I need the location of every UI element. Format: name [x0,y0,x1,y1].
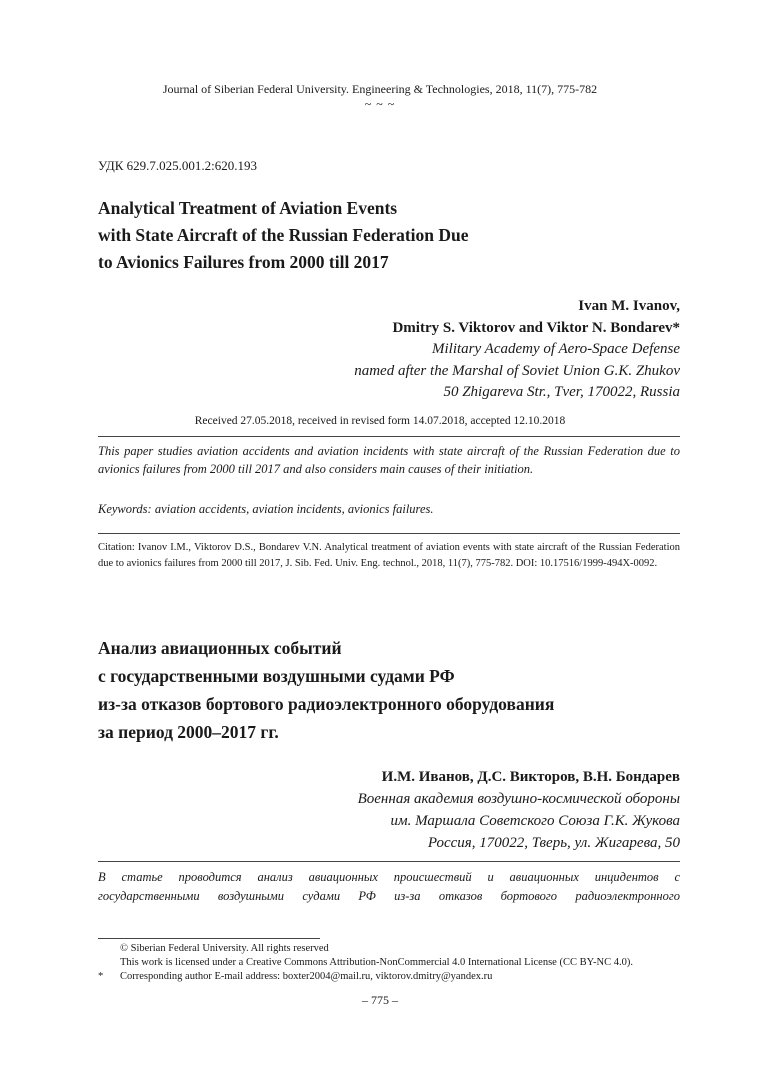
abstract-english: This paper studies aviation accidents and aviation incidents with state aircraft of the Russian Federation due to avionics failures from 2000 till 2017 and also considers main causes of their initiation. [98,444,680,476]
page-number: – 775 – [362,993,398,1007]
copyright-note: © Siberian Federal University. All rights reserved [120,943,329,954]
license-note: This work is licensed under a Creative Commons Attribution-NonCommercial 4.0 International License (CC BY-NC 4.0). [120,957,633,968]
title-en-line: to Avionics Failures from 2000 till 2017 [98,252,389,272]
affiliation-line: 50 Zhigareva Str., Tver, 170022, Russia [443,384,680,400]
divider-line [98,533,680,534]
divider-line [98,861,680,862]
title-ru-line: Анализ авиационных событий [98,638,342,658]
author-line: Dmitry S. Viktorov and Viktor N. Bondarev* [392,319,680,336]
journal-header: Journal of Siberian Federal University. Engineering & Technologies, 2018, 11(7), 775-782 [162,82,598,96]
title-russian [98,634,698,746]
authors-english [354,296,680,404]
udk-code: УДК 629.7.025.001.2:620.193 [98,158,258,173]
title-ru-line: из-за отказов бортового радиоэлектронного оборудования [98,694,555,714]
title-ru-line: с государственными воздушными судами РФ [98,666,455,686]
affiliation-line: Россия, 170022, Тверь, ул. Жигарева, 50 [427,835,680,851]
author-line: И.М. Иванов, Д.С. Викторов, В.Н. Бондарев [381,769,680,785]
title-ru-line: за период 2000–2017 гг. [98,722,279,742]
citation: Citation: Ivanov I.M., Viktorov D.S., Bondarev V.N. Analytical treatment of aviation events with state aircraft of the Russian Federation due to avionics failures from 2000 till 2017, J. Sib. Fed. Univ. Eng. technol., 2018, 11(7), 775-782. DOI: 10.17516/1999-494X-0092. [98,542,680,569]
affiliation-line: им. Маршала Советского Союза Г.К. Жукова [390,813,680,829]
header-ornament: ~ ~ ~ [364,97,396,111]
keywords-english: Keywords: aviation accidents, aviation incidents, avionics failures. [98,502,434,516]
abstract-russian [98,868,680,906]
divider-line [98,436,680,437]
footnotes [98,942,698,984]
title-en-line: Analytical Treatment of Aviation Events [98,198,398,218]
abstract-ru-line: государственными воздушными судами РФ из-за отказов бортового радиоэлектронного [98,889,680,903]
received-dates: Received 27.05.2018, received in revised form 14.07.2018, accepted 12.10.2018 [194,415,566,427]
title-en-line: with State Aircraft of the Russian Federation Due [98,225,469,245]
asterisk-mark: * [98,971,104,982]
authors-russian [358,766,680,854]
author-line: Ivan M. Ivanov, [578,298,680,314]
affiliation-line: named after the Marshal of Soviet Union G.K. Zhukov [354,362,680,379]
corresponding-note [98,970,698,984]
abstract-ru-line: В статье проводится анализ авиационных происшествий и авиационных инцидентов с [98,870,680,884]
affiliation-line: Военная академия воздушно-космической обороны [357,791,680,807]
corresponding-email: Corresponding author E-mail address: boxter2004@mail.ru, viktorov.dmitry@yandex.ru [120,971,493,982]
affiliation-line: Military Academy of Aero-Space Defense [432,341,680,357]
footnote-divider [98,938,320,939]
title-english [98,195,678,276]
